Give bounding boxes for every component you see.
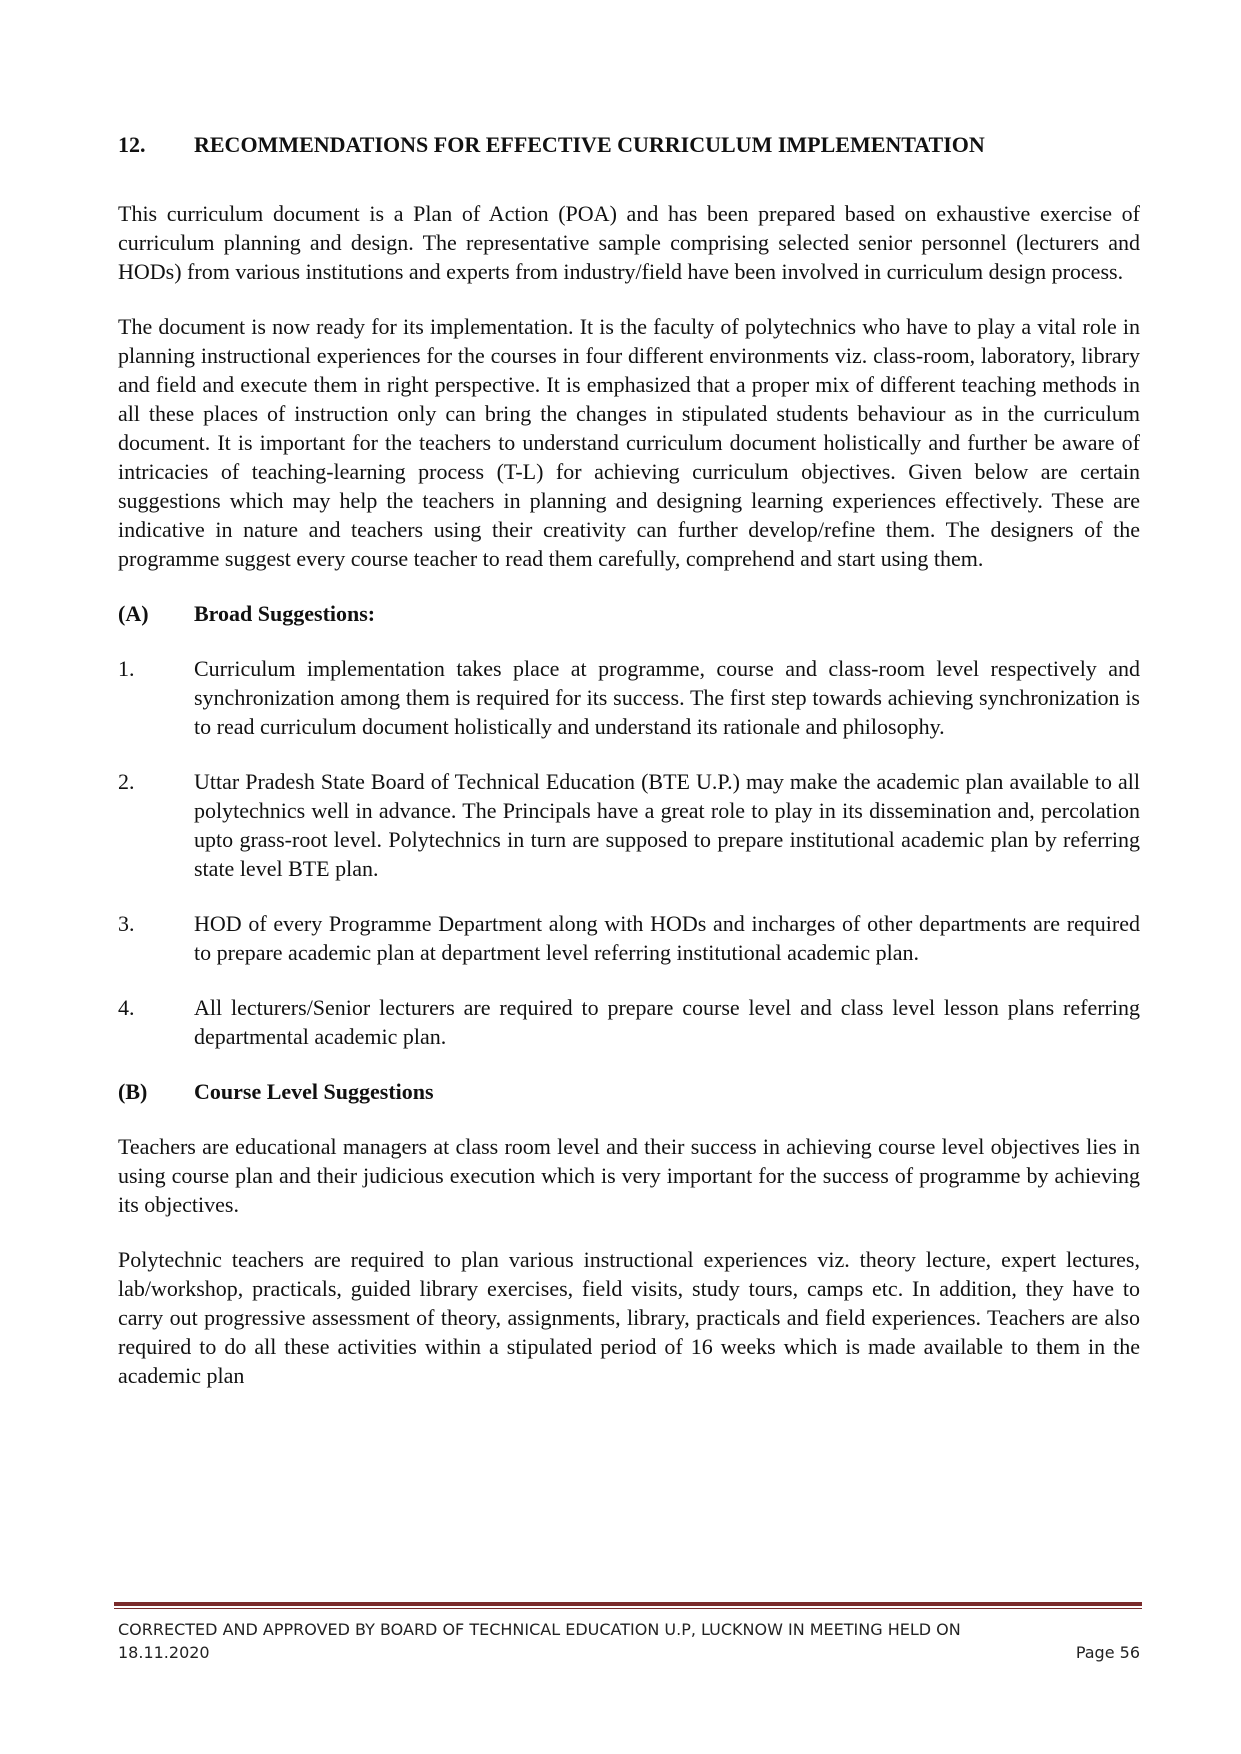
page-number: Page 56 xyxy=(1075,1643,1140,1662)
page-content xyxy=(118,130,1140,1390)
list-item-number: 3. xyxy=(118,911,135,936)
footer-row xyxy=(118,1641,1140,1664)
list-item xyxy=(118,993,1140,1051)
footer-approval-text: CORRECTED AND APPROVED BY BOARD OF TECHNICAL EDUCATION U.P, LUCKNOW IN MEETING HELD ON xyxy=(118,1620,961,1639)
section-b-heading xyxy=(118,1077,1140,1106)
section-b-title: Course Level Suggestions xyxy=(194,1079,434,1104)
section-a-label: (A) xyxy=(118,601,149,626)
footer-date: 18.11.2020 xyxy=(118,1643,210,1662)
section-a-heading xyxy=(118,599,1140,628)
list-item-text: All lecturers/Senior lecturers are required to prepare course level and class level lesson plans referring departmental academic plan. xyxy=(194,995,1140,1049)
intro-paragraph-1: This curriculum document is a Plan of Action (POA) and has been prepared based on exhaustive exercise of curriculum planning and design. The representative sample comprising selected senior personnel (lecturers and HODs) from various institutions and experts from industry/field have been involved in curriculum design process. xyxy=(118,201,1140,284)
section-b-paragraph-1: Teachers are educational managers at class room level and their success in achieving course level objectives lies in using course plan and their judicious execution which is very important for the success of programme by achieving its objectives. xyxy=(118,1134,1140,1217)
section-number: 12. xyxy=(118,132,146,157)
list-item-number: 1. xyxy=(118,656,135,681)
list-item-number: 4. xyxy=(118,995,135,1020)
list-item-text: Curriculum implementation takes place at programme, course and class-room level respectively and synchronization among them is required for its success. The first step towards achieving synchronization is to read curriculum document holistically and understand its rationale and philosophy. xyxy=(194,656,1140,739)
footer-divider xyxy=(114,1602,1142,1606)
page-footer xyxy=(118,1618,1140,1664)
list-item xyxy=(118,909,1140,967)
list-item-text: HOD of every Programme Department along with HODs and incharges of other departments are required to prepare academic plan at department level referring institutional academic plan. xyxy=(194,911,1140,965)
list-item xyxy=(118,767,1140,883)
footer-divider-thin xyxy=(114,1608,1142,1609)
section-b-paragraph-2: Polytechnic teachers are required to plan various instructional experiences viz. theory lecture, expert lectures, lab/workshop, practicals, guided library exercises, field visits, study tours, camps etc. In addition, they have to carry out progressive assessment of theory, assignments, library, practicals and field experiences. Teachers are also required to do all these activities within a stipulated period of 16 weeks which is made available to them in the academic plan xyxy=(118,1247,1140,1388)
list-item xyxy=(118,654,1140,741)
intro-paragraph-2: The document is now ready for its implementation. It is the faculty of polytechnics who have to play a vital role in planning instructional experiences for the courses in four different environments viz. class-room, laboratory, library and field and execute them in right perspective. It is emphasized that a proper mix of different teaching methods in all these places of instruction only can bring the changes in stipulated students behaviour as in the curriculum document. It is important for the teachers to understand curriculum document holistically and further be aware of intricacies of teaching-learning process (T-L) for achieving curriculum objectives. Given below are certain suggestions which may help the teachers in planning and designing learning experiences effectively. These are indicative in nature and teachers using their creativity can further develop/refine them. The designers of the programme suggest every course teacher to read them carefully, comprehend and start using them. xyxy=(118,314,1140,571)
list-item-number: 2. xyxy=(118,769,135,794)
list-item-text: Uttar Pradesh State Board of Technical Education (BTE U.P.) may make the academic plan available to all polytechnics well in advance. The Principals have a great role to play in its dissemination and, percolation upto grass-root level. Polytechnics in turn are supposed to prepare institutional academic plan by referring state level BTE plan. xyxy=(194,769,1140,881)
section-b-label: (B) xyxy=(118,1079,148,1104)
section-title: RECOMMENDATIONS FOR EFFECTIVE CURRICULUM IMPLEMENTATION xyxy=(194,132,985,157)
section-heading xyxy=(118,130,1140,160)
section-a-title: Broad Suggestions: xyxy=(194,601,376,626)
